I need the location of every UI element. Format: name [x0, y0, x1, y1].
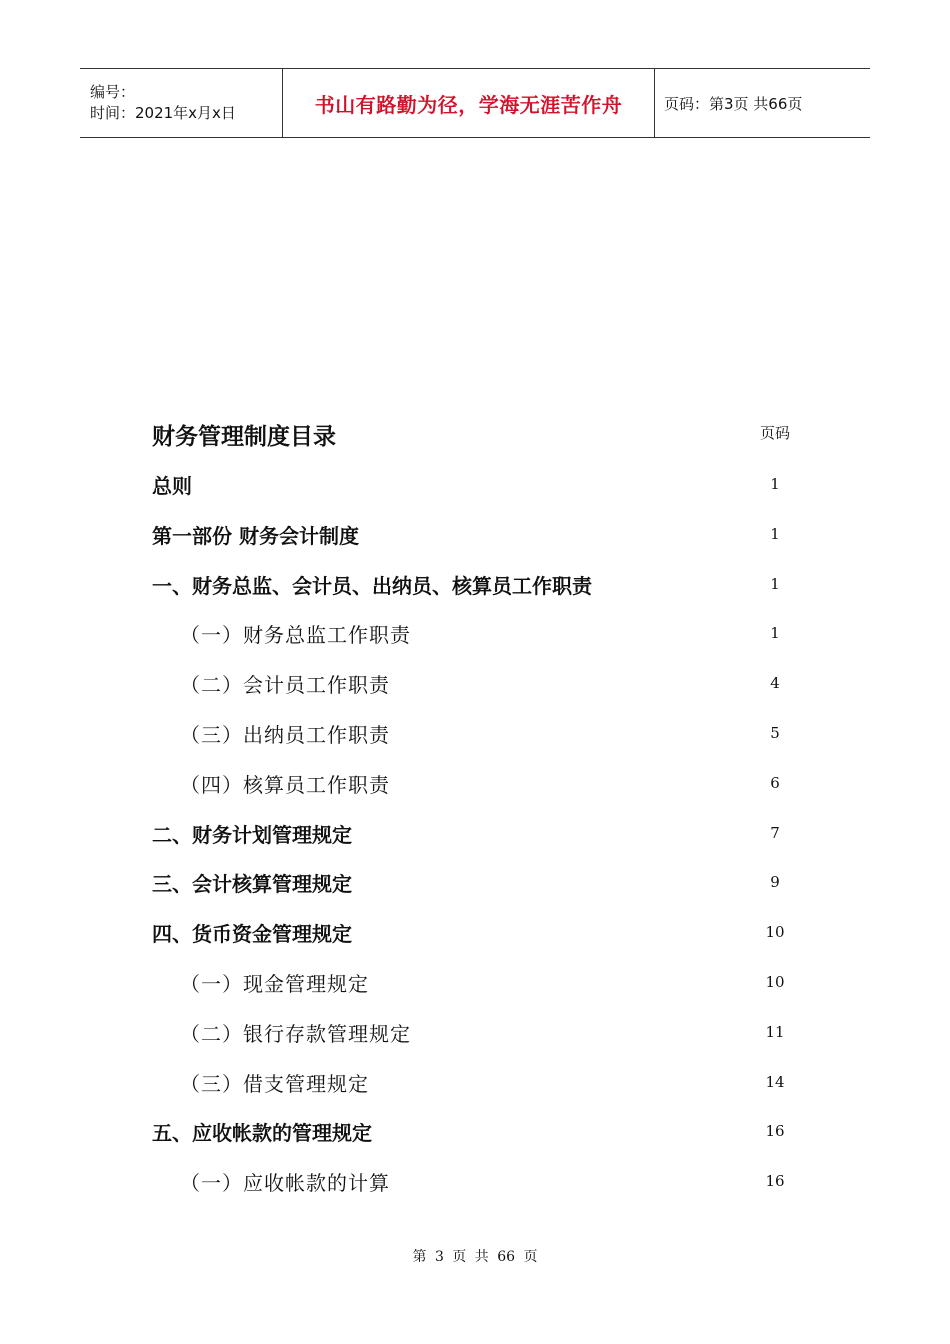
toc-entry[interactable]	[0, 1167, 950, 1197]
toc-entry[interactable]	[0, 1117, 950, 1147]
toc-entry-label: 总则	[152, 474, 192, 498]
header-page-info: 页码：第3页 共66页	[664, 94, 803, 113]
toc-entry-label: 三、会计核算管理规定	[152, 872, 352, 896]
toc-entry[interactable]	[0, 470, 950, 500]
toc-entry-page-number: 5	[770, 724, 780, 742]
toc-entry[interactable]	[0, 819, 950, 849]
header-motto-cell	[282, 69, 655, 137]
toc-entry-label: （二）会计员工作职责	[180, 673, 390, 697]
toc-title: 财务管理制度目录	[152, 424, 336, 450]
page-header	[80, 68, 870, 138]
toc-entry-page-number: 1	[770, 525, 780, 543]
header-motto: 书山有路勤为径，学海无涯苦作舟	[314, 92, 623, 117]
toc-entry-label: （二）银行存款管理规定	[180, 1022, 411, 1046]
toc-entry-label: （三）出纳员工作职责	[180, 723, 390, 747]
toc-entry[interactable]	[0, 619, 950, 649]
toc-entry-label: 第一部份 财务会计制度	[152, 524, 359, 548]
toc-entry[interactable]	[0, 918, 950, 948]
toc-entry-page-number: 9	[770, 873, 780, 891]
toc-entry-page-number: 16	[765, 1172, 785, 1190]
toc-entry-page-number: 10	[765, 923, 785, 941]
toc-entry-label: （三）借支管理规定	[180, 1072, 369, 1096]
toc-entry-page-number: 6	[770, 774, 780, 792]
toc-entry-page-number: 1	[770, 475, 780, 493]
toc-entry-page-number: 10	[765, 973, 785, 991]
toc-entry[interactable]	[0, 1068, 950, 1098]
toc-page-column-label: 页码	[759, 424, 790, 442]
page-footer: 第 3 页 共 66 页	[412, 1249, 538, 1265]
toc-entry-label: （一）财务总监工作职责	[180, 623, 411, 647]
toc-entry[interactable]	[0, 868, 950, 898]
header-meta	[80, 69, 282, 137]
toc-entry-label: （一）现金管理规定	[180, 972, 369, 996]
toc-entry-page-number: 1	[770, 575, 780, 593]
document-number-label: 编号：	[90, 83, 136, 101]
toc-entry-page-number: 16	[765, 1122, 785, 1140]
toc-entry[interactable]	[0, 520, 950, 550]
document-date: 时间：2021年x月x日	[90, 104, 236, 122]
toc-entry[interactable]	[0, 968, 950, 998]
toc-entry-label: （一）应收帐款的计算	[180, 1171, 390, 1195]
toc-entry[interactable]	[0, 669, 950, 699]
toc-entry[interactable]	[0, 570, 950, 600]
toc-entry-label: 一、财务总监、会计员、出纳员、核算员工作职责	[152, 574, 592, 598]
toc-entry-label: 二、财务计划管理规定	[152, 823, 352, 847]
toc-entry[interactable]	[0, 769, 950, 799]
toc-entry-label: 五、应收帐款的管理规定	[152, 1121, 372, 1145]
toc-entry-page-number: 11	[765, 1023, 785, 1041]
toc-entry[interactable]	[0, 1018, 950, 1048]
header-page-info-cell	[655, 69, 870, 137]
toc-entry-page-number: 7	[770, 824, 780, 842]
toc-entry-label: （四）核算员工作职责	[180, 773, 390, 797]
toc-entry-page-number: 14	[765, 1073, 785, 1091]
toc-entry-page-number: 1	[770, 624, 780, 642]
toc-entry-label: 四、货币资金管理规定	[152, 922, 352, 946]
toc-entry-page-number: 4	[770, 674, 780, 692]
toc-entry[interactable]	[0, 719, 950, 749]
